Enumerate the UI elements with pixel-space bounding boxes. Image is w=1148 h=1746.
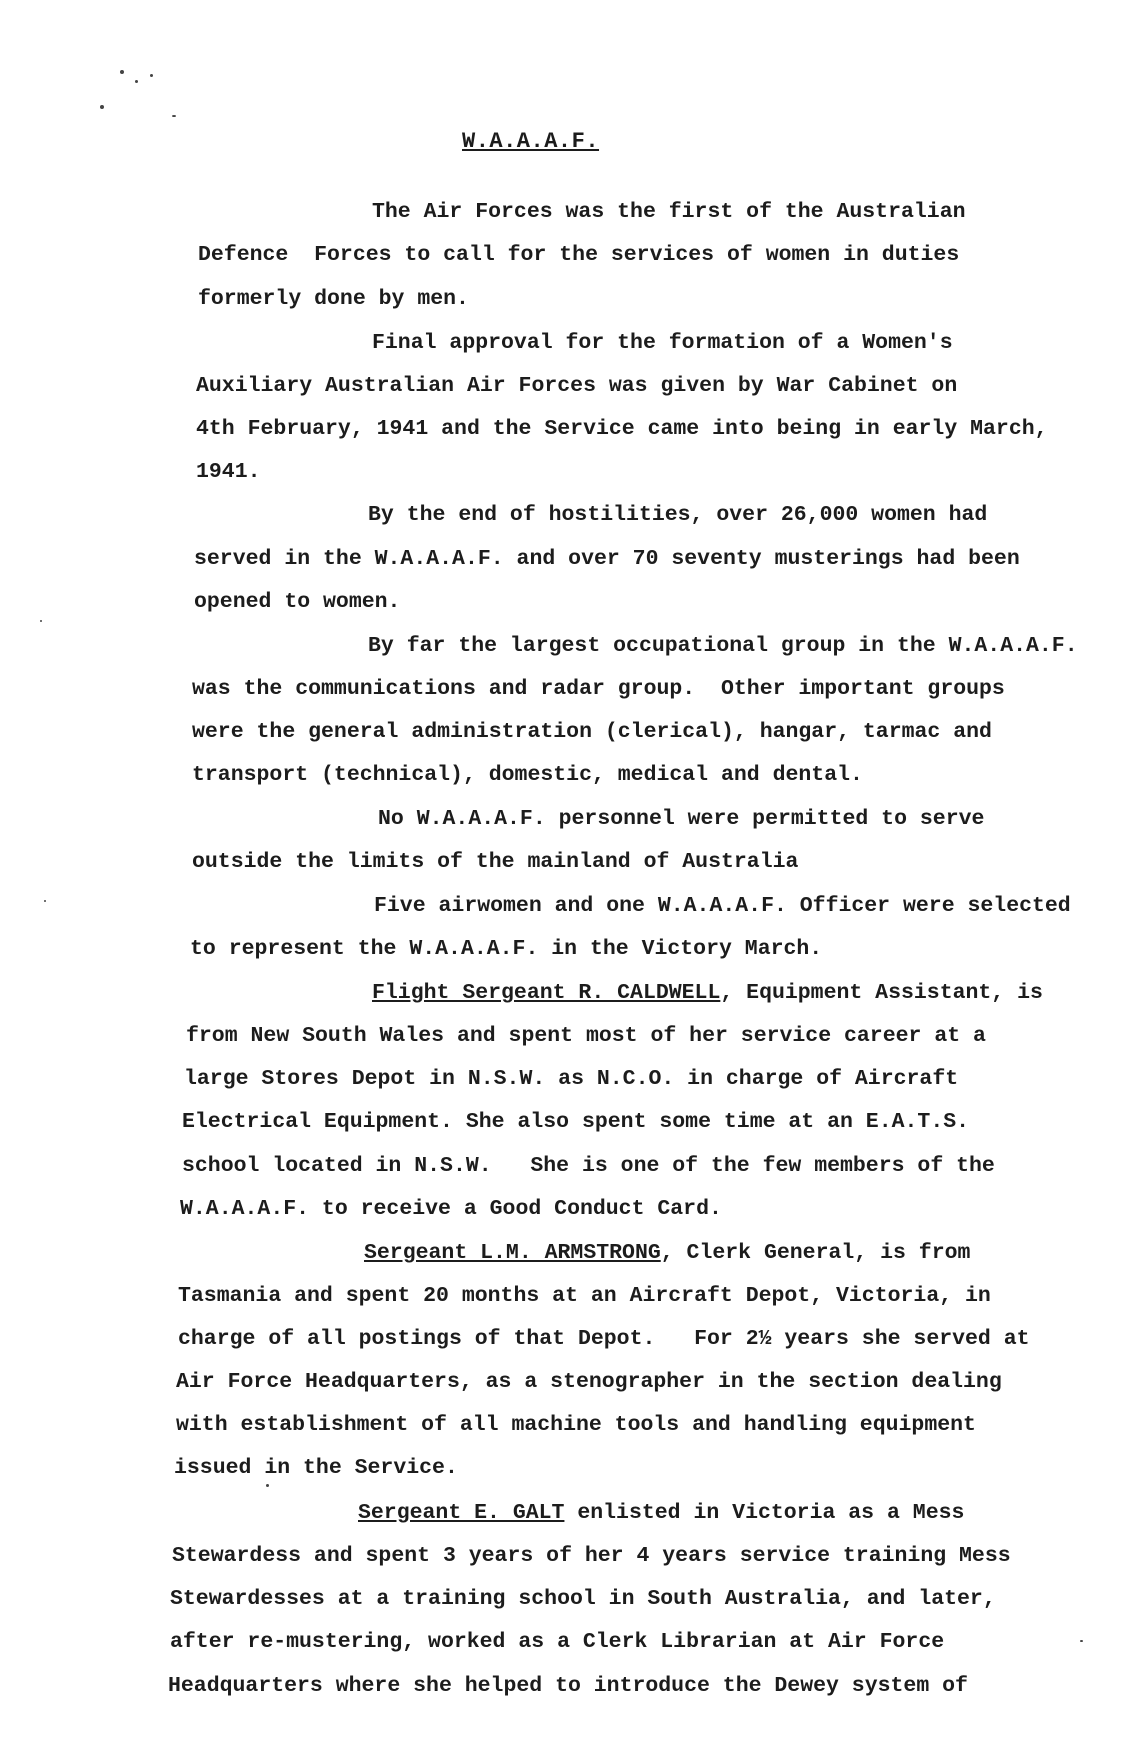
text-line: Air Force Headquarters, as a stenographer in the section dealing <box>176 1370 1002 1394</box>
text-line: issued in the Service. <box>174 1456 458 1480</box>
text-line: with establishment of all machine tools and handling equipment <box>176 1413 976 1437</box>
person-name: Sergeant L.M. ARMSTRONG <box>364 1241 661 1265</box>
text-line: 4th February, 1941 and the Service came into being in early March, <box>196 417 1048 441</box>
text-line: opened to women. <box>194 590 401 614</box>
text-line: By far the largest occupational group in the W.A.A.A.F. <box>368 634 1078 658</box>
text-line: transport (technical), domestic, medical and dental. <box>192 763 863 787</box>
text-line: By the end of hostilities, over 26,000 women had <box>368 503 988 527</box>
person-name: Sergeant E. GALT <box>358 1501 565 1525</box>
scan-speck <box>1080 1640 1083 1642</box>
text-line: Stewardess and spent 3 years of her 4 years service training Mess <box>172 1544 1011 1568</box>
text-line: Five airwomen and one W.A.A.A.F. Officer were selected <box>374 894 1071 918</box>
scan-speck <box>266 1484 269 1487</box>
scan-speck <box>135 80 138 83</box>
text-line: Flight Sergeant R. CALDWELL, Equipment Assistant, is <box>372 981 1043 1005</box>
text-line: No W.A.A.A.F. personnel were permitted to serve <box>378 807 985 831</box>
document-title: W.A.A.A.F. <box>462 129 600 154</box>
text-line: Auxiliary Australian Air Forces was given by War Cabinet on <box>196 374 958 398</box>
text-line: Sergeant L.M. ARMSTRONG, Clerk General, is from <box>364 1241 971 1265</box>
text-line: formerly done by men. <box>198 287 469 311</box>
scan-speck <box>40 620 42 622</box>
text-line: Defence Forces to call for the services of women in duties <box>198 243 960 267</box>
text-line: The Air Forces was the first of the Australian <box>372 200 966 224</box>
text-line: W.A.A.A.F. to receive a Good Conduct Card. <box>180 1197 722 1221</box>
text-line: Stewardesses at a training school in South Australia, and later, <box>170 1587 996 1611</box>
text-line: Headquarters where she helped to introduce the Dewey system of <box>168 1674 968 1698</box>
text-line: to represent the W.A.A.A.F. in the Victory March. <box>190 937 823 961</box>
text-line: 1941. <box>196 460 261 484</box>
text-line: outside the limits of the mainland of Australia <box>192 850 799 874</box>
scan-speck <box>100 105 104 109</box>
scan-speck <box>44 900 46 902</box>
text-line: large Stores Depot in N.S.W. as N.C.O. in charge of Aircraft <box>184 1067 959 1091</box>
text-line: Electrical Equipment. She also spent some time at an E.A.T.S. <box>182 1110 970 1134</box>
text-line: school located in N.S.W. She is one of the few members of the <box>182 1154 995 1178</box>
text-line: after re-mustering, worked as a Clerk Librarian at Air Force <box>170 1630 945 1654</box>
text-line: served in the W.A.A.A.F. and over 70 seventy musterings had been <box>194 547 1020 571</box>
text-line: Final approval for the formation of a Women's <box>372 331 953 355</box>
text-line: from New South Wales and spent most of her service career at a <box>186 1024 986 1048</box>
scan-speck <box>150 74 153 77</box>
person-name: Flight Sergeant R. CALDWELL <box>372 981 721 1005</box>
text-line: charge of all postings of that Depot. For 2½ years she served at <box>178 1327 1030 1351</box>
text-line: Tasmania and spent 20 months at an Aircraft Depot, Victoria, in <box>178 1284 991 1308</box>
text-line: Sergeant E. GALT enlisted in Victoria as a Mess <box>358 1501 965 1525</box>
text-line: were the general administration (clerical), hangar, tarmac and <box>192 720 992 744</box>
text-line: was the communications and radar group. Other important groups <box>192 677 1005 701</box>
scan-speck <box>172 115 176 117</box>
scan-speck <box>120 70 124 74</box>
